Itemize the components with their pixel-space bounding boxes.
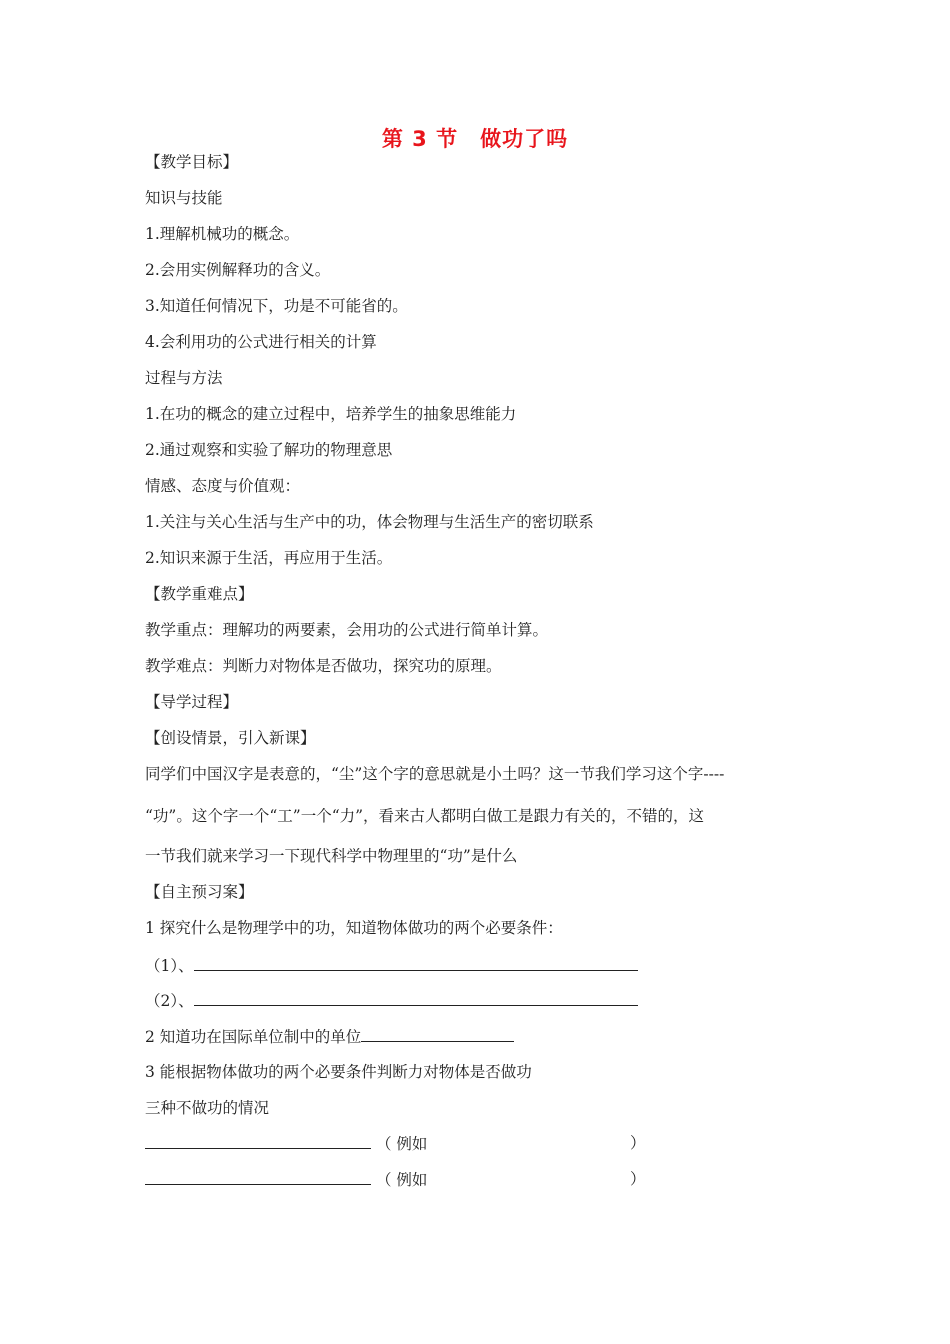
answer-blank[interactable]: [145, 1133, 371, 1149]
example-close: ）: [630, 1170, 646, 1188]
subheading-process-methods: 过程与方法: [145, 369, 223, 387]
process-item: 1.在功的概念的建立过程中，培养学生的抽象思维能力: [145, 405, 517, 423]
question-text: 2 知道功在国际单位制中的单位: [145, 1028, 362, 1046]
attitude-item: 1.关注与关心生活与生产中的功，体会物理与生活生产的密切联系: [145, 513, 594, 531]
condition-label: （1）、: [145, 957, 194, 975]
section-heading-key-points: 【教学重难点】: [145, 585, 254, 603]
condition-line-2: [145, 990, 638, 1011]
answer-blank[interactable]: [361, 1026, 514, 1042]
example-close: ）: [630, 1134, 646, 1152]
unit-question-line: [145, 1026, 514, 1047]
key-point: 教学重点：理解功的两要素，会用功的公式进行简单计算。: [145, 621, 549, 639]
subheading-knowledge-skills: 知识与技能: [145, 189, 223, 207]
example-open: （ 例如: [375, 1171, 428, 1189]
objective-item: 1.理解机械功的概念。: [145, 225, 300, 243]
answer-blank[interactable]: [145, 1169, 371, 1185]
no-work-case-1: [145, 1133, 646, 1154]
difficult-point: 教学难点：判断力对物体是否做功，探究功的原理。: [145, 657, 502, 675]
condition-line-1: [145, 955, 638, 976]
question-item: 3 能根据物体做功的两个必要条件判断力对物体是否做功: [145, 1063, 532, 1081]
question-item: 1 探究什么是物理学中的功，知道物体做功的两个必要条件：: [145, 919, 563, 937]
section-heading-guided-process: 【导学过程】: [145, 693, 239, 711]
intro-paragraph-line: 一节我们就来学习一下现代科学中物理里的“功”是什么: [145, 847, 518, 865]
objective-item: 4.会利用功的公式进行相关的计算: [145, 333, 377, 351]
answer-blank[interactable]: [194, 955, 638, 971]
attitude-item: 2.知识来源于生活，再应用于生活。: [145, 549, 393, 567]
subheading-attitudes: 情感、态度与价值观：: [145, 477, 301, 495]
example-open: （ 例如: [375, 1135, 428, 1153]
section-heading-objectives: 【教学目标】: [145, 153, 239, 171]
intro-paragraph-line: 同学们中国汉字是表意的，“尘”这个字的意思就是小土吗？这一节我们学习这个字----: [145, 765, 725, 783]
section-heading-introduction: 【创设情景，引入新课】: [145, 729, 316, 747]
subheading-no-work-cases: 三种不做功的情况: [145, 1099, 270, 1117]
answer-blank[interactable]: [194, 990, 638, 1006]
objective-item: 3.知道任何情况下，功是不可能省的。: [145, 297, 408, 315]
page-title: 第 3 节 做功了吗: [381, 127, 569, 151]
objective-item: 2.会用实例解释功的含义。: [145, 261, 331, 279]
intro-paragraph-line: “功”。这个字一个“工”一个“力”，看来古人都明白做工是跟力有关的，不错的，这: [145, 807, 705, 825]
no-work-case-2: [145, 1169, 646, 1190]
condition-label: （2）、: [145, 992, 194, 1010]
process-item: 2.通过观察和实验了解功的物理意思: [145, 441, 393, 459]
section-heading-self-study: 【自主预习案】: [145, 883, 254, 901]
